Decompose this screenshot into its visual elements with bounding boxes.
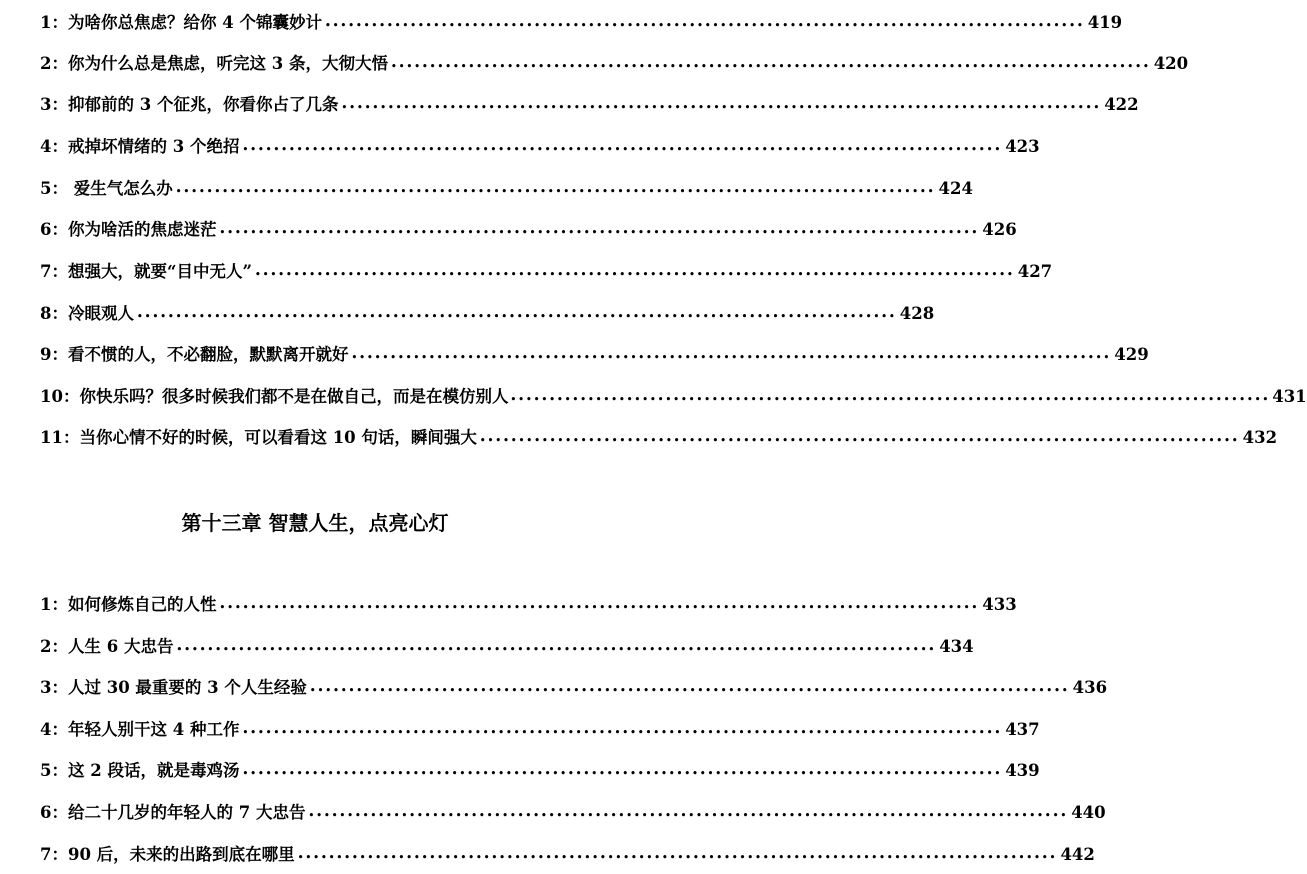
toc-leader	[308, 800, 1068, 829]
toc-entry-page: 419	[1087, 13, 1123, 32]
toc-entry[interactable]	[40, 10, 1123, 36]
toc-entry-page: 426	[982, 220, 1017, 239]
toc-leader	[255, 259, 1015, 288]
toc-leader	[219, 592, 979, 621]
toc-entry-page: 424	[938, 179, 973, 198]
toc-entry-title: 5： 爱生气怎么办	[40, 179, 173, 198]
toc-leader	[242, 134, 1002, 163]
toc-entry[interactable]	[40, 51, 1189, 77]
toc-entry-title: 6：你为啥活的焦虑迷茫	[40, 220, 217, 239]
toc-entry-title: 3：抑郁前的 3 个征兆，你看你占了几条	[40, 95, 339, 114]
toc-entry[interactable]	[40, 675, 1108, 701]
toc-leader	[298, 842, 1058, 871]
toc-leader	[341, 92, 1101, 121]
toc-entry[interactable]	[40, 342, 1149, 368]
toc-entry[interactable]	[40, 301, 935, 327]
toc-entry[interactable]	[40, 592, 1017, 618]
toc-entry-title: 3：人过 30 最重要的 3 个人生经验	[40, 678, 307, 697]
toc-entry-title: 2：人生 6 大忠告	[40, 637, 174, 656]
toc-entry-page: 432	[1242, 428, 1278, 447]
toc-entry[interactable]	[40, 217, 1017, 243]
toc-entry-title: 5：这 2 段话，就是毒鸡汤	[40, 761, 240, 780]
toc-leader	[176, 634, 936, 663]
toc-entry-page: 439	[1005, 761, 1040, 780]
toc-entry[interactable]	[40, 134, 1040, 160]
toc-entry-title: 10：你快乐吗？很多时候我们都不是在做自己，而是在模仿别人	[40, 387, 509, 406]
toc-entry-title: 6：给二十几岁的年轻人的 7 大忠告	[40, 803, 306, 822]
toc-entry-title: 2：你为什么总是焦虑，听完这 3 条，大彻大悟	[40, 54, 388, 73]
chapter-heading: 第十三章 智慧人生，点亮心灯	[181, 511, 449, 535]
toc-leader	[510, 384, 1270, 413]
toc-leader	[242, 758, 1002, 787]
toc-entry-page: 422	[1104, 95, 1139, 114]
toc-entry-title: 7：想强大，就要“目中无人”	[40, 262, 252, 281]
toc-entry[interactable]	[40, 425, 1278, 451]
toc-entry-title: 4：戒掉坏情绪的 3 个绝招	[40, 137, 240, 156]
toc-leader	[351, 342, 1111, 371]
toc-entry[interactable]	[40, 800, 1106, 826]
toc-entry[interactable]	[40, 176, 973, 202]
toc-entry[interactable]	[40, 634, 974, 660]
toc-entry-page: 423	[1005, 137, 1040, 156]
toc-entry[interactable]	[40, 384, 1307, 410]
toc-entry-page: 436	[1072, 678, 1108, 697]
toc-entry-title: 11：当你心情不好的时候，可以看看这 10 句话，瞬间强大	[40, 428, 477, 447]
toc-entry-page: 428	[899, 304, 935, 323]
toc-leader	[176, 176, 936, 205]
toc-entry-page: 434	[939, 637, 974, 656]
toc-leader	[325, 10, 1085, 39]
toc-entry-title: 4：年轻人别干这 4 种工作	[40, 720, 240, 739]
toc-entry-title: 8：冷眼观人	[40, 304, 134, 323]
toc-entry[interactable]	[40, 758, 1040, 784]
toc-entry[interactable]	[40, 92, 1139, 118]
toc-entry-page: 442	[1060, 845, 1095, 864]
toc-entry[interactable]	[40, 259, 1053, 285]
toc-entry-title: 1：为啥你总焦虑？给你 4 个锦囊妙计	[40, 13, 322, 32]
toc-entry-title: 9：看不惯的人，不必翻脸，默默离开就好	[40, 345, 349, 364]
toc-entry-title: 7：90 后，未来的出路到底在哪里	[40, 845, 295, 864]
toc-entry-page: 440	[1071, 803, 1106, 822]
toc-leader	[137, 301, 897, 330]
toc-entry-page: 427	[1017, 262, 1053, 281]
toc-entry-title: 1：如何修炼自己的人性	[40, 595, 217, 614]
toc-entry-page: 437	[1005, 720, 1040, 739]
toc-leader	[219, 217, 979, 246]
toc-entry-page: 420	[1153, 54, 1189, 73]
toc-leader	[242, 717, 1002, 746]
toc-leader	[391, 51, 1151, 80]
toc-entry[interactable]	[40, 842, 1095, 868]
toc-entry[interactable]	[40, 717, 1040, 743]
toc-leader	[480, 425, 1240, 454]
toc-entry-page: 433	[982, 595, 1017, 614]
toc-entry-page: 431	[1272, 387, 1307, 406]
toc-entry-page: 429	[1114, 345, 1149, 364]
toc-leader	[310, 675, 1070, 704]
